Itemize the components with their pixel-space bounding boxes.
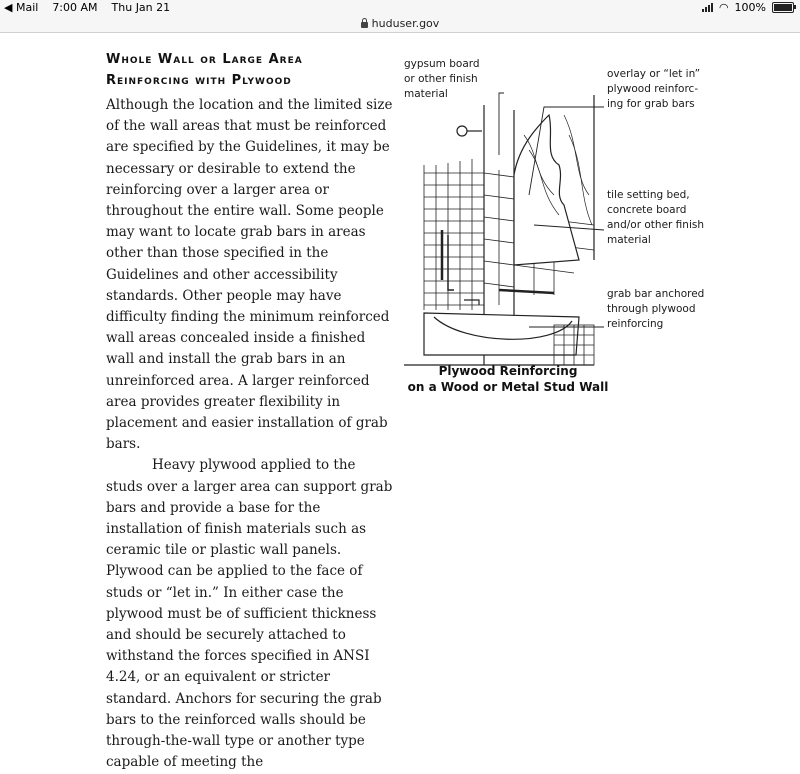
address-bar[interactable]: [0, 16, 800, 33]
cellular-signal-icon: [702, 3, 713, 12]
url-domain[interactable]: huduser.gov: [371, 17, 440, 30]
heading-line-1: Whole Wall or Large Area: [106, 52, 303, 67]
callout-tile-setting-bed: tile setting bed, concrete board and/or other finish material: [607, 189, 704, 246]
caption-line-2: on a Wood or Metal Stud Wall: [407, 380, 609, 394]
heading-line-2: Reinforcing with Plywood: [106, 73, 292, 88]
callout-gypsum-board: gypsum board or other finish material: [404, 58, 480, 100]
paragraph-2: Heavy plywood applied to the studs over a larger area can support grab bars and provide a base for the installation of finish materials such as ceramic tile or plastic wall panels. Plywood can be applied to the face of studs or “let in.” In either case the plywood must be of sufficient thickness and should be securely attached to withstand the forces specified in ANSI 4.24, or an equivalent or stricter standard. Anchors for securing the grab bars to the reinforced walls should be through-the-wall type or another type capable of meeting the: [106, 457, 393, 771]
caption-line-1: Plywood Reinforcing: [438, 364, 578, 378]
figure-caption: [404, 363, 612, 395]
battery-icon: [772, 2, 794, 13]
wifi-icon: ◠: [718, 1, 729, 14]
status-date: Thu Jan 21: [111, 1, 171, 14]
callout-grab-bar: grab bar anchored through plywood reinforcing: [607, 288, 705, 330]
paragraph-1: Although the location and the limited size of the wall areas that must be reinforced are specified by the Guidelines, it may be necessary or desirable to extend the reinforcing over a larger area or throughout the entire wall. Some people may want to locate grab bars in areas other than those specified in the Guidelines and other accessibility standards. Other people may have difficulty finding the minimum reinforced wall areas concealed inside a finished wall and install the grab bars in an unreinforced area. A larger reinforced area provides greater flexibility in placement and easier installation of grab bars.: [106, 97, 393, 453]
lock-icon: [361, 22, 368, 28]
back-to-mail-link[interactable]: ◀ Mail: [4, 1, 39, 14]
document-page: [0, 33, 800, 771]
status-bar: [0, 0, 800, 16]
body-text: [106, 95, 396, 774]
battery-percent: 100%: [734, 1, 766, 14]
section-heading: [106, 49, 303, 91]
status-time: 7:00 AM: [52, 1, 98, 14]
callout-plywood-overlay: overlay or “let in” plywood reinforc-ing for grab bars: [607, 68, 701, 110]
